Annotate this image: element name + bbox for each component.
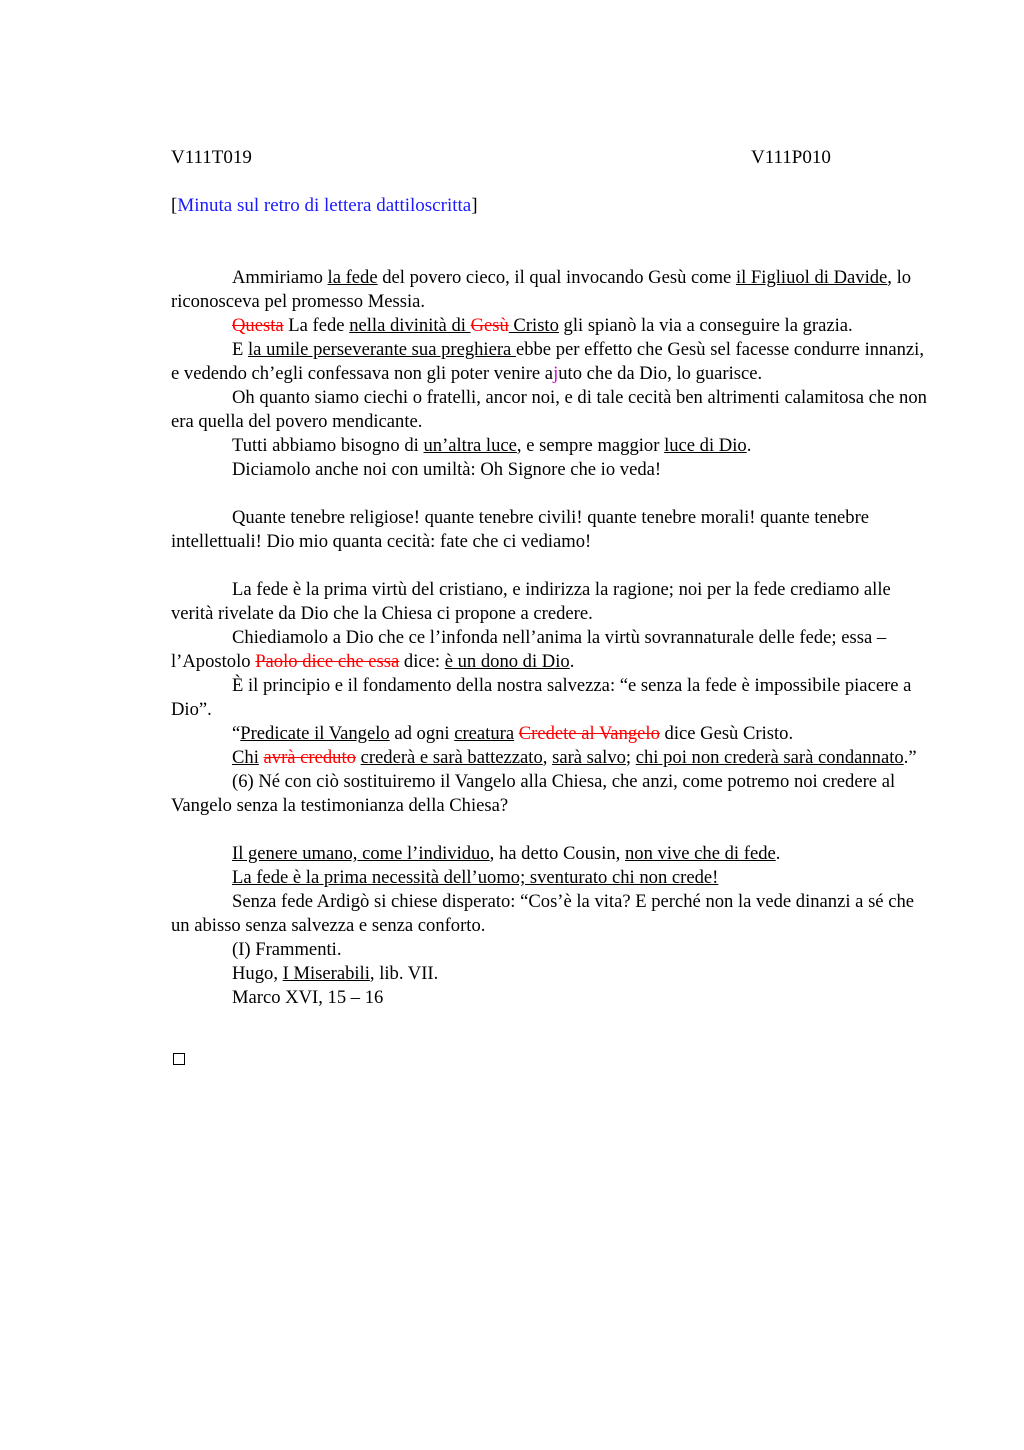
- paragraph-9: Chiediamolo a Dio che ce l’infonda nell’anima la virtù sovrannaturale delle fede; essa – l’Apostolo Paolo dice che essa dice: è un dono di Dio.: [171, 627, 887, 672]
- document-code-left: V111T019: [171, 147, 252, 168]
- paragraph-13: (6) Né con ciò sostituiremo il Vangelo alla Chiesa, che anzi, come potremo noi credere al Vangelo senza la testimonianza della Chiesa?: [171, 771, 896, 816]
- paragraph-15: La fede è la prima necessità dell’uomo; sventurato chi non crede!: [232, 867, 719, 888]
- paragraph-16: Senza fede Ardigò si chiese disperato: “Cos’è la vita? E perché non la vede dinanzi a sé che un abisso senza salvezza e senza conforto.: [171, 891, 915, 936]
- editorial-note-text: Minuta sul retro di lettera dattiloscritta: [177, 195, 472, 216]
- footnote-1: (I) Frammenti.: [232, 939, 342, 960]
- deleted-text: avrà creduto: [263, 747, 356, 768]
- paragraph-11: “Predicate il Vangelo ad ogni creatura Credete al Vangelo dice Gesù Cristo.: [232, 723, 794, 744]
- paragraph-14: Il genere umano, come l’individuo, ha detto Cousin, non vive che di fede.: [232, 843, 781, 864]
- manuscript-body: [171, 266, 931, 1010]
- deleted-text: Credete al Vangelo: [518, 723, 660, 744]
- square-marker: [173, 1053, 185, 1065]
- paragraph-5: Tutti abbiamo bisogno di un’altra luce, e sempre maggior luce di Dio.: [232, 435, 752, 456]
- deleted-text: Questa: [232, 315, 284, 336]
- paragraph-12: Chi avrà creduto crederà e sarà battezzato, sarà salvo; chi poi non crederà sarà condannato.”: [232, 747, 917, 768]
- deleted-text: Paolo dice che essa: [255, 651, 400, 672]
- deleted-text: Gesù: [470, 315, 509, 336]
- editorial-note: [Minuta sul retro di lettera dattiloscritta]: [171, 195, 478, 216]
- paragraph-6: Diciamolo anche noi con umiltà: Oh Signore che io veda!: [232, 459, 662, 480]
- inserted-letter: j: [553, 363, 559, 384]
- paragraph-3: E la umile perseverante sua preghiera ebbe per effetto che Gesù sel facesse condurre innanzi, e vedendo ch’egli confessava non gli poter venire ajuto che da Dio, lo guarisce.: [171, 339, 924, 384]
- footnote-2: Hugo, I Miserabili, lib. VII.: [232, 963, 439, 984]
- paragraph-2: Questa La fede nella divinità di Gesù Cristo gli spianò la via a conseguire la grazia.: [232, 315, 853, 336]
- paragraph-1: Ammiriamo la fede del povero cieco, il qual invocando Gesù come il Figliuol di Davide, lo riconosceva pel promesso Messia.: [171, 267, 912, 312]
- paragraph-4: Oh quanto siamo ciechi o fratelli, ancor noi, e di tale cecità ben altrimenti calamitosa che non era quella del povero mendicante.: [171, 387, 927, 432]
- footnote-3: Marco XVI, 15 – 16: [232, 987, 384, 1008]
- paragraph-10: È il principio e il fondamento della nostra salvezza: “e senza la fede è impossibile piacere a Dio”.: [171, 675, 912, 720]
- paragraph-8: La fede è la prima virtù del cristiano, e indirizza la ragione; noi per la fede crediamo alle verità rivelate da Dio che la Chiesa ci propone a credere.: [171, 579, 891, 624]
- paragraph-7: Quante tenebre religiose! quante tenebre civili! quante tenebre morali! quante tenebre intellettuali! Dio mio quanta cecità: fate che ci vediamo!: [171, 507, 870, 552]
- document-code-right: V111P010: [751, 147, 831, 168]
